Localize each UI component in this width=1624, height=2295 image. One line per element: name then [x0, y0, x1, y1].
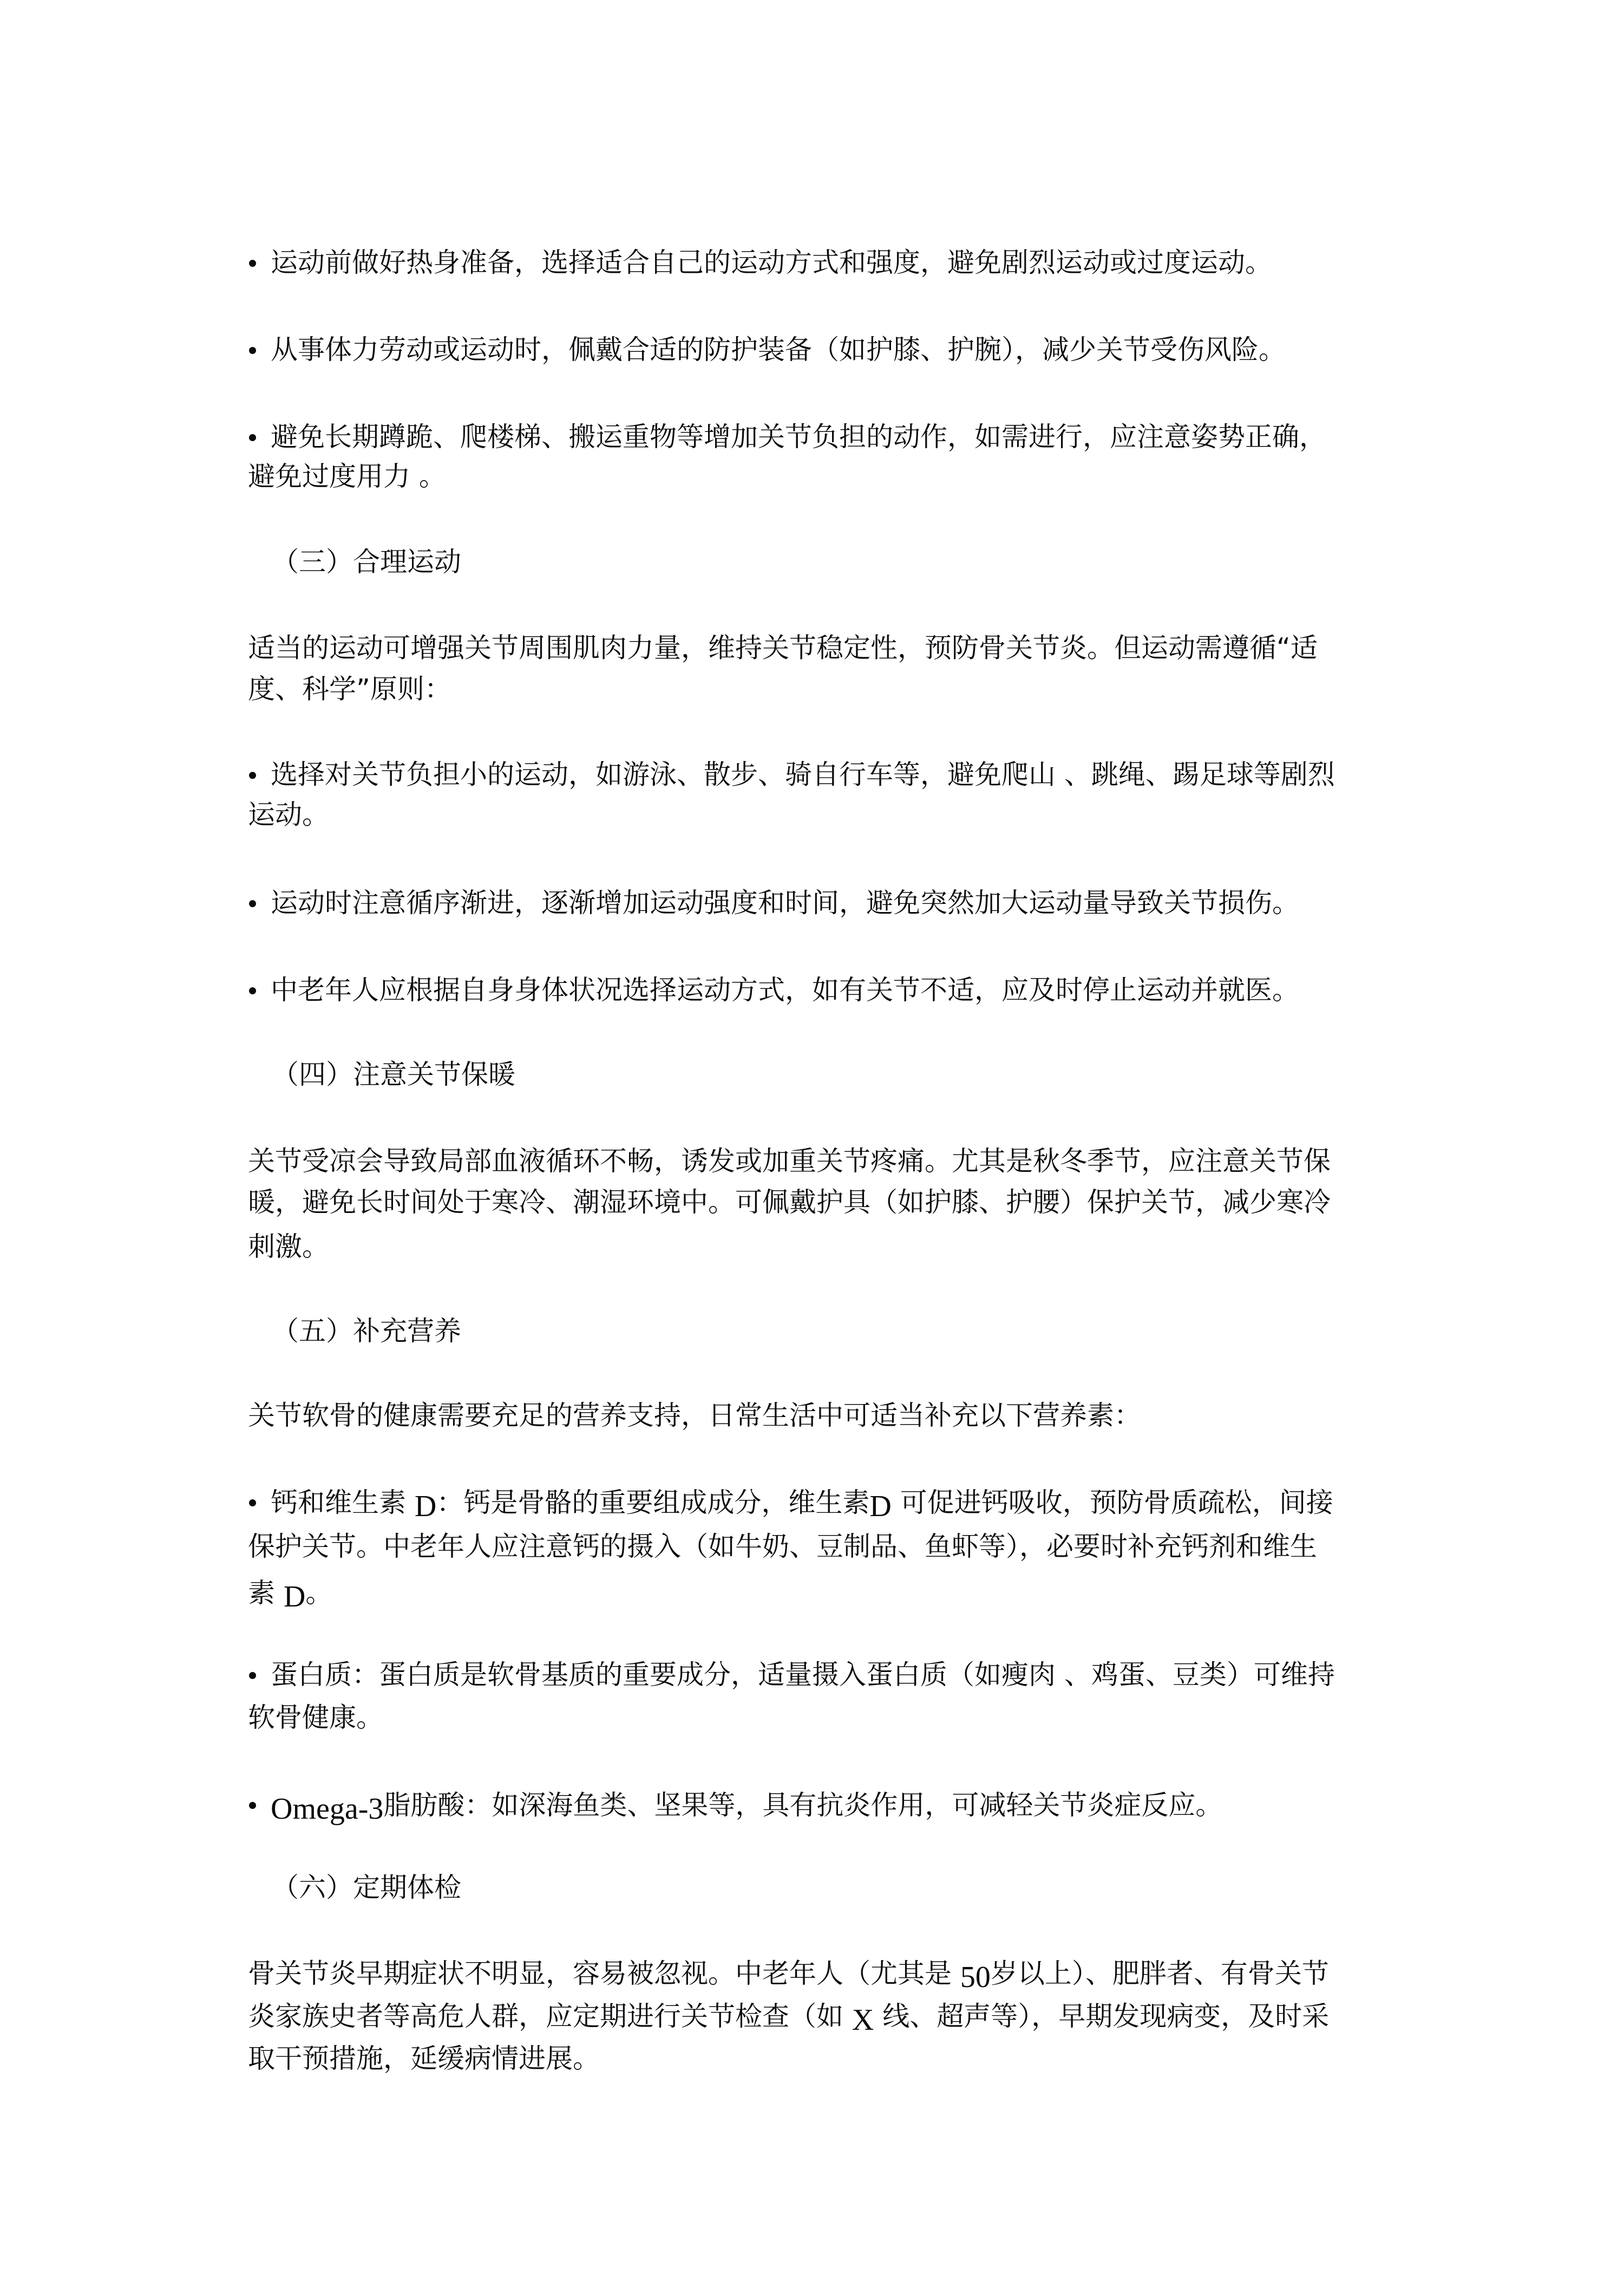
paragraph-line [248, 1145, 1331, 1177]
section-heading [272, 1058, 515, 1091]
section-heading [272, 1315, 461, 1347]
bullet-item-line [271, 333, 1286, 366]
bullet-item-line [271, 887, 1299, 919]
line-text: 避免长期蹲跪、爬楼梯、搬运重物等增加关节负担的动作，如需进行，应注意姿势正确， [271, 421, 1326, 453]
line-text: 蛋白质：蛋白质是软骨基质的重要成分，适量摄入蛋白质（如瘦肉 、鸡蛋、豆类）可维持 [271, 1659, 1335, 1690]
line-text: 取干预措施，延缓病情进展。 [248, 2043, 600, 2074]
section-heading [272, 546, 461, 578]
bullet-item-line [248, 1576, 333, 1614]
paragraph-line [248, 632, 1318, 664]
line-text: 骨关节炎早期症状不明显，容易被忽视。中老年人（尤其是 50岁以上）、肥胖者、有骨关节 [248, 1958, 1329, 1994]
line-text: 刺激。 [248, 1231, 329, 1262]
section-heading [272, 1871, 461, 1904]
line-text: 关节受凉会导致局部血液循环不畅，诱发或加重关节疼痛。尤其是秋冬季节，应注意关节保 [248, 1145, 1331, 1177]
bullet-item-line [248, 798, 329, 831]
line-text: 运动时注意循序渐进，逐渐增加运动强度和时间，避免突然加大运动量导致关节损伤。 [271, 887, 1299, 919]
line-text: 保护关节。中老年人应注意钙的摄入（如牛奶、豆制品、鱼虾等），必要时补充钙剂和维生 [248, 1531, 1317, 1562]
line-text: 钙和维生素 D：钙是骨骼的重要组成成分，维生素D 可促进钙吸收，预防骨质疏松，间接 [271, 1487, 1333, 1523]
line-text: 适当的运动可增强关节周围肌肉力量，维持关节稳定性，预防骨关节炎。但运动需遵循“适 [248, 632, 1318, 664]
line-text: 炎家族史者等高危人群，应定期进行关节检查（如 X 线、超声等），早期发现病变，及时采 [248, 2001, 1330, 2037]
line-text: 软骨健康。 [248, 1702, 383, 1733]
bullet-icon [249, 1672, 256, 1679]
line-text: （四）注意关节保暖 [272, 1059, 515, 1090]
line-text: 度、科学”原则： [248, 673, 451, 705]
paragraph-line [248, 1399, 1141, 1432]
bullet-item-line [271, 1486, 1333, 1523]
bullet-icon [249, 434, 256, 441]
bullet-icon [249, 347, 256, 354]
paragraph-line [248, 2042, 600, 2075]
paragraph-line [248, 1186, 1331, 1218]
bullet-item-line [271, 1788, 1223, 1826]
bullet-icon [249, 987, 256, 994]
line-text: Omega-3脂肪酸：如深海鱼类、坚果等，具有抗炎作用，可减轻关节炎症反应。 [271, 1789, 1223, 1826]
bullet-icon [249, 900, 256, 907]
bullet-item-line [248, 460, 446, 493]
bullet-icon [249, 1802, 256, 1809]
bullet-item-line [271, 1658, 1335, 1691]
line-text: 暖，避免长时间处于寒冷、潮湿环境中。可佩戴护具（如护膝、护腰）保护关节，减少寒冷 [248, 1186, 1331, 1218]
line-text: （三）合理运动 [272, 546, 461, 578]
bullet-item-line [271, 421, 1326, 453]
line-text: 中老年人应根据自身身体状况选择运动方式，如有关节不适，应及时停止运动并就医。 [271, 974, 1299, 1006]
paragraph-line [248, 1957, 1329, 1994]
line-text: 从事体力劳动或运动时，佩戴合适的防护装备（如护膝、护腕），减少关节受伤风险。 [271, 334, 1286, 365]
bullet-item-line [271, 246, 1272, 279]
line-text: （六）定期体检 [272, 1872, 461, 1903]
line-text: 运动前做好热身准备，选择适合自己的运动方式和强度，避免剧烈运动或过度运动。 [271, 247, 1272, 278]
bullet-icon [249, 1499, 256, 1506]
line-text: 选择对关节负担小的运动，如游泳、散步、骑自行车等，避免爬山 、跳绳、踢足球等剧烈 [271, 759, 1335, 790]
paragraph-line [248, 673, 451, 705]
line-text: 关节软骨的健康需要充足的营养支持，日常生活中可适当补充以下营养素： [248, 1400, 1141, 1431]
bullet-item-line [248, 1701, 383, 1734]
line-text: 素 D。 [248, 1577, 333, 1614]
bullet-icon [249, 260, 256, 267]
bullet-icon [249, 772, 256, 779]
bullet-item-line [271, 758, 1335, 791]
line-text: 运动。 [248, 799, 329, 830]
bullet-item-line [248, 1530, 1317, 1563]
line-text: 避免过度用力 。 [248, 461, 446, 492]
bullet-item-line [271, 974, 1299, 1006]
line-text: （五）补充营养 [272, 1315, 461, 1347]
paragraph-line [248, 1999, 1330, 2037]
paragraph-line [248, 1230, 329, 1263]
